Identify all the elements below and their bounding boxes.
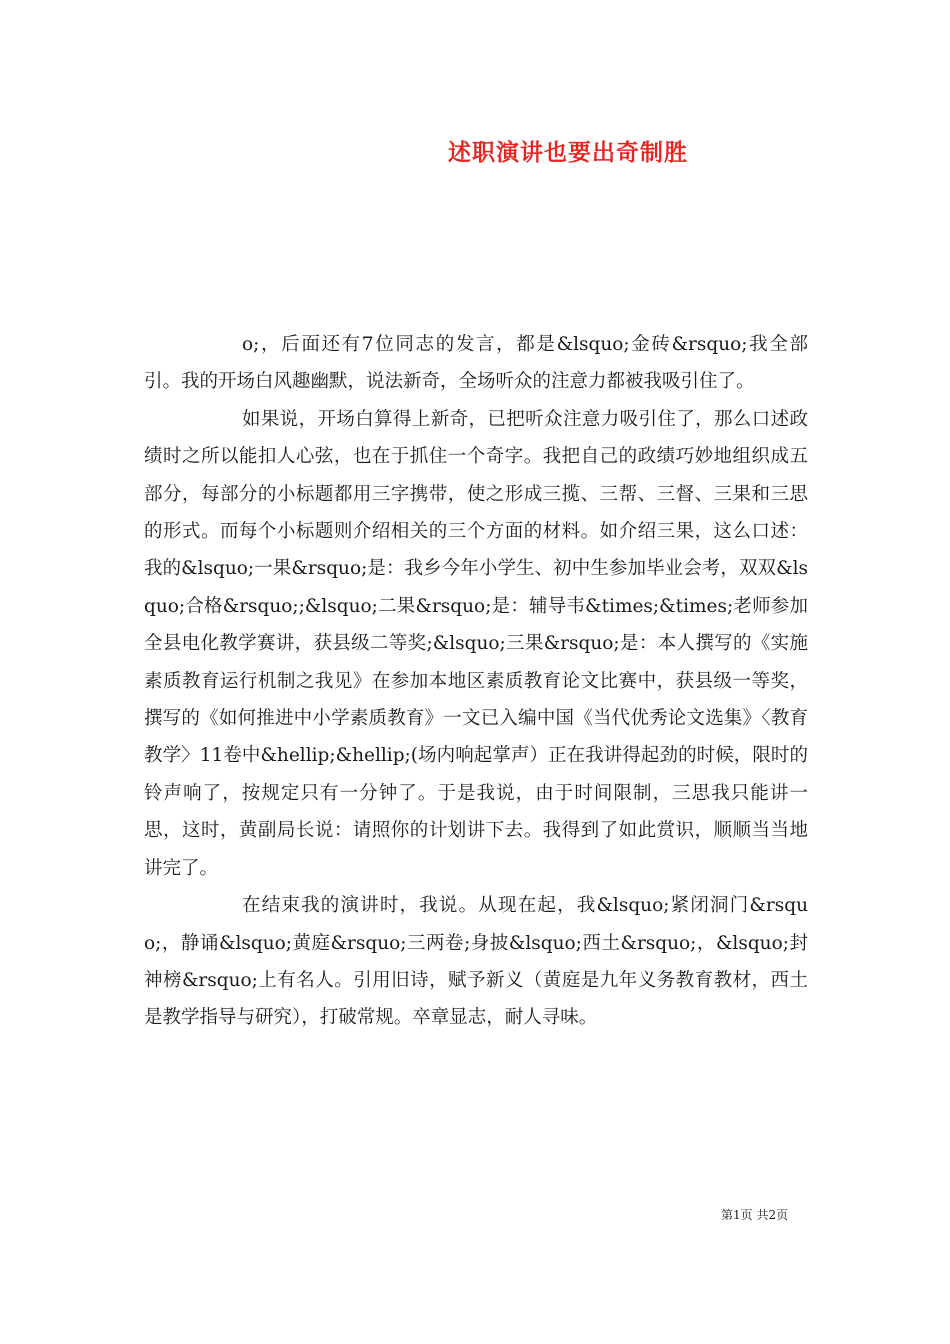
document-body — [144, 326, 808, 1037]
paragraph-2: 如果说，开场白算得上新奇，已把听众注意力吸引住了，那么口述政绩时之所以能扣人心弦，也在于抓住一个奇字。我把自己的政绩巧妙地组织成五部分，每部分的小标题都用三字携带，使之形成三揽、三帮、三督、三果和三思的形式。而每个小标题则介绍相关的三个方面的材料。如介绍三果，这么口述：我的&lsquo;一果&rsquo;是：我乡今年小学生、初中生参加毕业会考，双双&lsquo;合格&rsquo;;&lsquo;二果&rsquo;是：辅导韦&times;&times;老师参加全县电化教学赛讲，获县级二等奖;&lsquo;三果&rsquo;是：本人撰写的《实施素质教育运行机制之我见》在参加本地区素质教育论文比赛中，获县级一等奖，撰写的《如何推进中小学素质教育》一文已入编中国《当代优秀论文选集》〈教育教学〉11卷中&hellip;&hellip;(场内响起掌声）正在我讲得起劲的时候，限时的铃声响了，按规定只有一分钟了。于是我说，由于时间限制，三思我只能讲一思，这时，黄副局长说：请照你的计划讲下去。我得到了如此赏识，顺顺当当地讲完了。 — [144, 408, 808, 879]
page-number: 第1页 共2页 — [721, 1208, 789, 1222]
document-title: 述职演讲也要出奇制胜 — [448, 139, 688, 166]
paragraph-1: o;，后面还有7位同志的发言，都是&lsquo;金砖&rsquo;我全部引。我的开场白风趣幽默，说法新奇，全场听众的注意力都被我吸引住了。 — [144, 334, 808, 393]
paragraph-3: 在结束我的演讲时，我说。从现在起，我&lsquo;紧闭洞门&rsquo;，静诵&lsquo;黄庭&rsquo;三两卷;身披&lsquo;西土&rsquo;，&lsquo;封神榜&rsquo;上有名人。引用旧诗，赋予新义（黄庭是九年义务教育教材，西土是教学指导与研究），打破常规。卒章显志，耐人寻味。 — [144, 895, 808, 1029]
